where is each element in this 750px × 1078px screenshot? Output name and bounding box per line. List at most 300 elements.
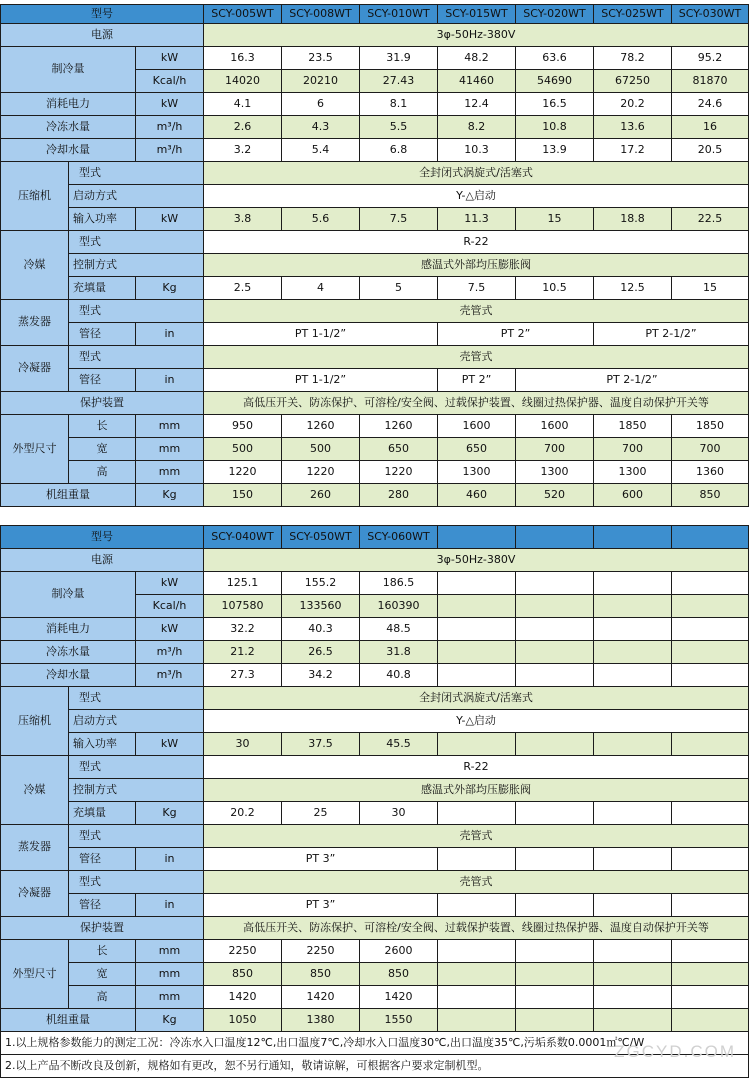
model-cell: SCY-025WT	[594, 5, 672, 24]
unit-cell: Kcal/h	[136, 70, 204, 93]
unit-cell: mm	[136, 461, 204, 484]
value-cell: 78.2	[594, 47, 672, 70]
start-row	[1, 185, 749, 208]
height-row	[1, 986, 749, 1009]
start-label: 启动方式	[69, 185, 204, 208]
unit-cell: mm	[136, 415, 204, 438]
compressor-label: 压缩机	[1, 687, 69, 756]
value-cell: 27.3	[204, 664, 282, 687]
value-cell: 11.3	[438, 208, 516, 231]
empty-cell	[672, 526, 749, 549]
unit-cell: m³/h	[136, 641, 204, 664]
value-cell: 4.1	[204, 93, 282, 116]
consumption-row	[1, 93, 749, 116]
value-cell: 520	[516, 484, 594, 507]
refrigerant-type: R-22	[204, 231, 749, 254]
empty-cell	[516, 641, 594, 664]
condenser-pipe-row	[1, 369, 749, 392]
value-cell: 5.6	[282, 208, 360, 231]
wid-label: 宽	[69, 963, 136, 986]
chilled-row	[1, 641, 749, 664]
empty-cell	[438, 641, 516, 664]
unit-cell: Kg	[136, 1009, 204, 1032]
coolwater-label: 冷却水量	[1, 664, 136, 687]
length-row	[1, 940, 749, 963]
value-cell: 12.5	[594, 277, 672, 300]
type-label: 型式	[69, 756, 204, 779]
value-cell: 160390	[360, 595, 438, 618]
value-cell: 31.9	[360, 47, 438, 70]
value-cell: 280	[360, 484, 438, 507]
value-cell: 16.3	[204, 47, 282, 70]
value-cell: 1850	[594, 415, 672, 438]
protection-value: 高低压开关、防冻保护、可溶栓/安全阀、过载保护装置、线圈过热保护器、温度自动保护开关等	[204, 917, 749, 940]
value-cell: 34.2	[282, 664, 360, 687]
empty-cell	[516, 526, 594, 549]
width-row	[1, 963, 749, 986]
value-cell: 850	[204, 963, 282, 986]
spec-table-1	[0, 4, 749, 507]
dims-label: 外型尺寸	[1, 940, 69, 1009]
chilled-row	[1, 116, 749, 139]
control-row	[1, 779, 749, 802]
value-cell: 20210	[282, 70, 360, 93]
value-cell: 5.5	[360, 116, 438, 139]
empty-cell	[516, 595, 594, 618]
value-cell: 1360	[672, 461, 749, 484]
value-cell: 26.5	[282, 641, 360, 664]
type-label: 型式	[69, 871, 204, 894]
empty-cell	[672, 1009, 749, 1032]
empty-cell	[438, 986, 516, 1009]
refrigerant-type: R-22	[204, 756, 749, 779]
value-cell: 150	[204, 484, 282, 507]
model-cell: SCY-020WT	[516, 5, 594, 24]
value-cell: 850	[282, 963, 360, 986]
start-value: Y-△启动	[204, 185, 749, 208]
spec-table-2	[0, 525, 749, 1078]
evaporator-type: 壳管式	[204, 300, 749, 323]
condenser-label: 冷凝器	[1, 871, 69, 917]
control-value: 感温式外部均压膨胀阀	[204, 779, 749, 802]
unit-cell: m³/h	[136, 139, 204, 162]
empty-cell	[672, 572, 749, 595]
weight-row	[1, 1009, 749, 1032]
value-cell: 14020	[204, 70, 282, 93]
len-label: 长	[69, 415, 136, 438]
value-cell: 20.2	[204, 802, 282, 825]
value-cell: 700	[516, 438, 594, 461]
pipe-label: 管径	[69, 848, 136, 871]
charge-label: 充填量	[69, 277, 136, 300]
unit-cell: m³/h	[136, 116, 204, 139]
value-cell: 81870	[672, 70, 749, 93]
hei-label: 高	[69, 461, 136, 484]
empty-cell	[594, 940, 672, 963]
value-cell: 650	[438, 438, 516, 461]
value-cell: 1420	[282, 986, 360, 1009]
value-cell: 24.6	[672, 93, 749, 116]
empty-cell	[672, 986, 749, 1009]
coolwater-row	[1, 139, 749, 162]
value-cell: 45.5	[360, 733, 438, 756]
value-cell: 5	[360, 277, 438, 300]
type-label: 型式	[69, 346, 204, 369]
value-cell: 1420	[204, 986, 282, 1009]
protection-row	[1, 917, 749, 940]
hei-label: 高	[69, 986, 136, 1009]
value-cell: 133560	[282, 595, 360, 618]
condenser-pipe-row	[1, 894, 749, 917]
empty-cell	[594, 618, 672, 641]
compressor-type: 全封闭式涡旋式/活塞式	[204, 687, 749, 710]
value-cell: 40.3	[282, 618, 360, 641]
value-cell: 8.2	[438, 116, 516, 139]
coolwater-label: 冷却水量	[1, 139, 136, 162]
empty-cell	[438, 664, 516, 687]
value-cell: 2600	[360, 940, 438, 963]
value-cell: 125.1	[204, 572, 282, 595]
empty-cell	[594, 595, 672, 618]
value-cell: 8.1	[360, 93, 438, 116]
evaporator-type-row	[1, 825, 749, 848]
empty-cell	[438, 1009, 516, 1032]
coolwater-row	[1, 664, 749, 687]
empty-cell	[438, 595, 516, 618]
value-cell: 25	[282, 802, 360, 825]
unit-cell: kW	[136, 93, 204, 116]
unit-cell: in	[136, 323, 204, 346]
charge-label: 充填量	[69, 802, 136, 825]
value-cell: 40.8	[360, 664, 438, 687]
compressor-type: 全封闭式涡旋式/活塞式	[204, 162, 749, 185]
protection-label: 保护装置	[1, 917, 204, 940]
empty-cell	[516, 1009, 594, 1032]
power-label: 电源	[1, 549, 204, 572]
cooling-label: 制冷量	[1, 47, 136, 93]
value-cell: 500	[204, 438, 282, 461]
power-row	[1, 549, 749, 572]
model-cell: SCY-008WT	[282, 5, 360, 24]
value-cell: 48.5	[360, 618, 438, 641]
empty-cell	[438, 848, 516, 871]
compressor-label: 压缩机	[1, 162, 69, 231]
empty-cell	[672, 963, 749, 986]
value-cell: 48.2	[438, 47, 516, 70]
pipe-value: PT 2”	[438, 323, 594, 346]
chilled-label: 冷冻水量	[1, 641, 136, 664]
value-cell: 95.2	[672, 47, 749, 70]
condenser-type-row	[1, 871, 749, 894]
pipe-value: PT 2-1/2”	[516, 369, 749, 392]
charge-row	[1, 802, 749, 825]
wid-label: 宽	[69, 438, 136, 461]
type-label: 型式	[69, 300, 204, 323]
value-cell: 20.2	[594, 93, 672, 116]
start-row	[1, 710, 749, 733]
value-cell: 460	[438, 484, 516, 507]
empty-cell	[672, 940, 749, 963]
control-value: 感温式外部均压膨胀阀	[204, 254, 749, 277]
value-cell: 3.8	[204, 208, 282, 231]
empty-cell	[594, 894, 672, 917]
type-label: 型式	[69, 687, 204, 710]
value-cell: 1300	[438, 461, 516, 484]
empty-cell	[672, 802, 749, 825]
empty-cell	[438, 802, 516, 825]
value-cell: 21.2	[204, 641, 282, 664]
height-row	[1, 461, 749, 484]
weight-label: 机组重量	[1, 484, 136, 507]
pipe-label: 管径	[69, 894, 136, 917]
value-cell: 950	[204, 415, 282, 438]
value-cell: 4	[282, 277, 360, 300]
value-cell: 1220	[360, 461, 438, 484]
value-cell: 155.2	[282, 572, 360, 595]
condenser-type: 壳管式	[204, 346, 749, 369]
empty-cell	[594, 1009, 672, 1032]
evaporator-label: 蒸发器	[1, 300, 69, 346]
watermark: ZGCYD.COM	[614, 1042, 736, 1061]
condenser-label: 冷凝器	[1, 346, 69, 392]
value-cell: 16	[672, 116, 749, 139]
value-cell: 1300	[594, 461, 672, 484]
empty-cell	[438, 963, 516, 986]
unit-cell: mm	[136, 963, 204, 986]
model-cell: SCY-015WT	[438, 5, 516, 24]
value-cell: 186.5	[360, 572, 438, 595]
consumption-label: 消耗电力	[1, 618, 136, 641]
power-row	[1, 24, 749, 47]
pipe-value: PT 3”	[204, 848, 438, 871]
model-row	[1, 5, 749, 24]
unit-cell: kW	[136, 208, 204, 231]
value-cell: 15	[672, 277, 749, 300]
input-label: 输入功率	[69, 733, 136, 756]
model-cell: SCY-040WT	[204, 526, 282, 549]
value-cell: 2.5	[204, 277, 282, 300]
empty-cell	[594, 641, 672, 664]
value-cell: 500	[282, 438, 360, 461]
empty-cell	[516, 618, 594, 641]
refrigerant-type-row	[1, 231, 749, 254]
cooling-label: 制冷量	[1, 572, 136, 618]
value-cell: 30	[204, 733, 282, 756]
value-cell: 1600	[516, 415, 594, 438]
empty-cell	[438, 572, 516, 595]
refrigerant-type-row	[1, 756, 749, 779]
empty-cell	[594, 963, 672, 986]
model-row	[1, 526, 749, 549]
empty-cell	[516, 986, 594, 1009]
unit-cell: Kg	[136, 484, 204, 507]
unit-cell: in	[136, 848, 204, 871]
value-cell: 1260	[360, 415, 438, 438]
value-cell: 1850	[672, 415, 749, 438]
value-cell: 27.43	[360, 70, 438, 93]
value-cell: 5.4	[282, 139, 360, 162]
empty-cell	[672, 664, 749, 687]
pipe-value: PT 2”	[438, 369, 516, 392]
value-cell: 6.8	[360, 139, 438, 162]
empty-cell	[594, 572, 672, 595]
value-cell: 17.2	[594, 139, 672, 162]
empty-cell	[594, 986, 672, 1009]
empty-cell	[594, 664, 672, 687]
value-cell: 32.2	[204, 618, 282, 641]
unit-cell: mm	[136, 940, 204, 963]
value-cell: 700	[672, 438, 749, 461]
value-cell: 13.6	[594, 116, 672, 139]
empty-cell	[516, 894, 594, 917]
start-label: 启动方式	[69, 710, 204, 733]
value-cell: 1600	[438, 415, 516, 438]
power-label: 电源	[1, 24, 204, 47]
control-row	[1, 254, 749, 277]
length-row	[1, 415, 749, 438]
value-cell: 13.9	[516, 139, 594, 162]
unit-cell: m³/h	[136, 664, 204, 687]
power-value: 3φ-50Hz-380V	[204, 549, 749, 572]
value-cell: 850	[360, 963, 438, 986]
value-cell: 30	[360, 802, 438, 825]
value-cell: 6	[282, 93, 360, 116]
unit-cell: Kg	[136, 802, 204, 825]
refrigerant-label: 冷媒	[1, 756, 69, 825]
value-cell: 1550	[360, 1009, 438, 1032]
empty-cell	[672, 618, 749, 641]
weight-row	[1, 484, 749, 507]
unit-cell: Kg	[136, 277, 204, 300]
weight-label: 机组重量	[1, 1009, 136, 1032]
unit-cell: mm	[136, 986, 204, 1009]
empty-cell	[438, 940, 516, 963]
value-cell: 107580	[204, 595, 282, 618]
dims-label: 外型尺寸	[1, 415, 69, 484]
value-cell: 31.8	[360, 641, 438, 664]
evaporator-pipe-row	[1, 848, 749, 871]
value-cell: 41460	[438, 70, 516, 93]
value-cell: 1300	[516, 461, 594, 484]
type-label: 型式	[69, 825, 204, 848]
unit-cell: kW	[136, 618, 204, 641]
value-cell: 10.3	[438, 139, 516, 162]
value-cell: 650	[360, 438, 438, 461]
pipe-label: 管径	[69, 369, 136, 392]
value-cell: 600	[594, 484, 672, 507]
value-cell: 1050	[204, 1009, 282, 1032]
consumption-label: 消耗电力	[1, 93, 136, 116]
empty-cell	[516, 848, 594, 871]
value-cell: 16.5	[516, 93, 594, 116]
value-cell: 10.8	[516, 116, 594, 139]
compressor-type-row	[1, 687, 749, 710]
empty-cell	[516, 963, 594, 986]
pipe-value: PT 1-1/2”	[204, 323, 438, 346]
pipe-value: PT 3”	[204, 894, 438, 917]
unit-cell: in	[136, 894, 204, 917]
value-cell: 20.5	[672, 139, 749, 162]
protection-row	[1, 392, 749, 415]
value-cell: 67250	[594, 70, 672, 93]
empty-cell	[594, 733, 672, 756]
note-2: 2.以上产品不断改良及创新，规格如有更改，恕不另行通知，敬请谅解，可根据客户要求定制机型。	[1, 1055, 749, 1078]
empty-cell	[672, 894, 749, 917]
model-label: 型号	[1, 526, 204, 549]
value-cell: 3.2	[204, 139, 282, 162]
refrigerant-label: 冷媒	[1, 231, 69, 300]
unit-cell: in	[136, 369, 204, 392]
value-cell: 15	[516, 208, 594, 231]
value-cell: 7.5	[360, 208, 438, 231]
empty-cell	[438, 618, 516, 641]
value-cell: 260	[282, 484, 360, 507]
input-label: 输入功率	[69, 208, 136, 231]
protection-label: 保护装置	[1, 392, 204, 415]
value-cell: 12.4	[438, 93, 516, 116]
empty-cell	[516, 664, 594, 687]
value-cell: 22.5	[672, 208, 749, 231]
pipe-value: PT 2-1/2”	[594, 323, 749, 346]
value-cell: 2250	[204, 940, 282, 963]
consumption-row	[1, 618, 749, 641]
empty-cell	[594, 526, 672, 549]
model-cell: SCY-005WT	[204, 5, 282, 24]
empty-cell	[438, 894, 516, 917]
value-cell: 37.5	[282, 733, 360, 756]
type-label: 型式	[69, 162, 204, 185]
unit-cell: kW	[136, 47, 204, 70]
unit-cell: mm	[136, 438, 204, 461]
input-row	[1, 733, 749, 756]
chilled-label: 冷冻水量	[1, 116, 136, 139]
charge-row	[1, 277, 749, 300]
pipe-label: 管径	[69, 323, 136, 346]
cooling-kw-row	[1, 572, 749, 595]
control-label: 控制方式	[69, 779, 204, 802]
value-cell: 1220	[282, 461, 360, 484]
value-cell: 4.3	[282, 116, 360, 139]
empty-cell	[594, 848, 672, 871]
unit-cell: Kcal/h	[136, 595, 204, 618]
empty-cell	[516, 940, 594, 963]
empty-cell	[672, 848, 749, 871]
protection-value: 高低压开关、防冻保护、可溶栓/安全阀、过载保护装置、线圈过热保护器、温度自动保护开关等	[204, 392, 749, 415]
type-label: 型式	[69, 231, 204, 254]
value-cell: 850	[672, 484, 749, 507]
model-cell: SCY-050WT	[282, 526, 360, 549]
value-cell: 1380	[282, 1009, 360, 1032]
empty-cell	[516, 802, 594, 825]
empty-cell	[516, 733, 594, 756]
value-cell: 1260	[282, 415, 360, 438]
condenser-type-row	[1, 346, 749, 369]
value-cell: 1420	[360, 986, 438, 1009]
model-cell: SCY-030WT	[672, 5, 749, 24]
value-cell: 10.5	[516, 277, 594, 300]
value-cell: 700	[594, 438, 672, 461]
model-cell: SCY-010WT	[360, 5, 438, 24]
pipe-value: PT 1-1/2”	[204, 369, 438, 392]
empty-cell	[516, 572, 594, 595]
empty-cell	[594, 802, 672, 825]
condenser-type: 壳管式	[204, 871, 749, 894]
model-label: 型号	[1, 5, 204, 24]
note-1: 1.以上规格参数能力的测定工况：冷冻水入口温度12℃,出口温度7℃,冷却水入口温度30℃,出口温度35℃,污垢系数0.0001㎡℃/W	[1, 1032, 749, 1055]
power-value: 3φ-50Hz-380V	[204, 24, 749, 47]
value-cell: 2.6	[204, 116, 282, 139]
unit-cell: kW	[136, 572, 204, 595]
